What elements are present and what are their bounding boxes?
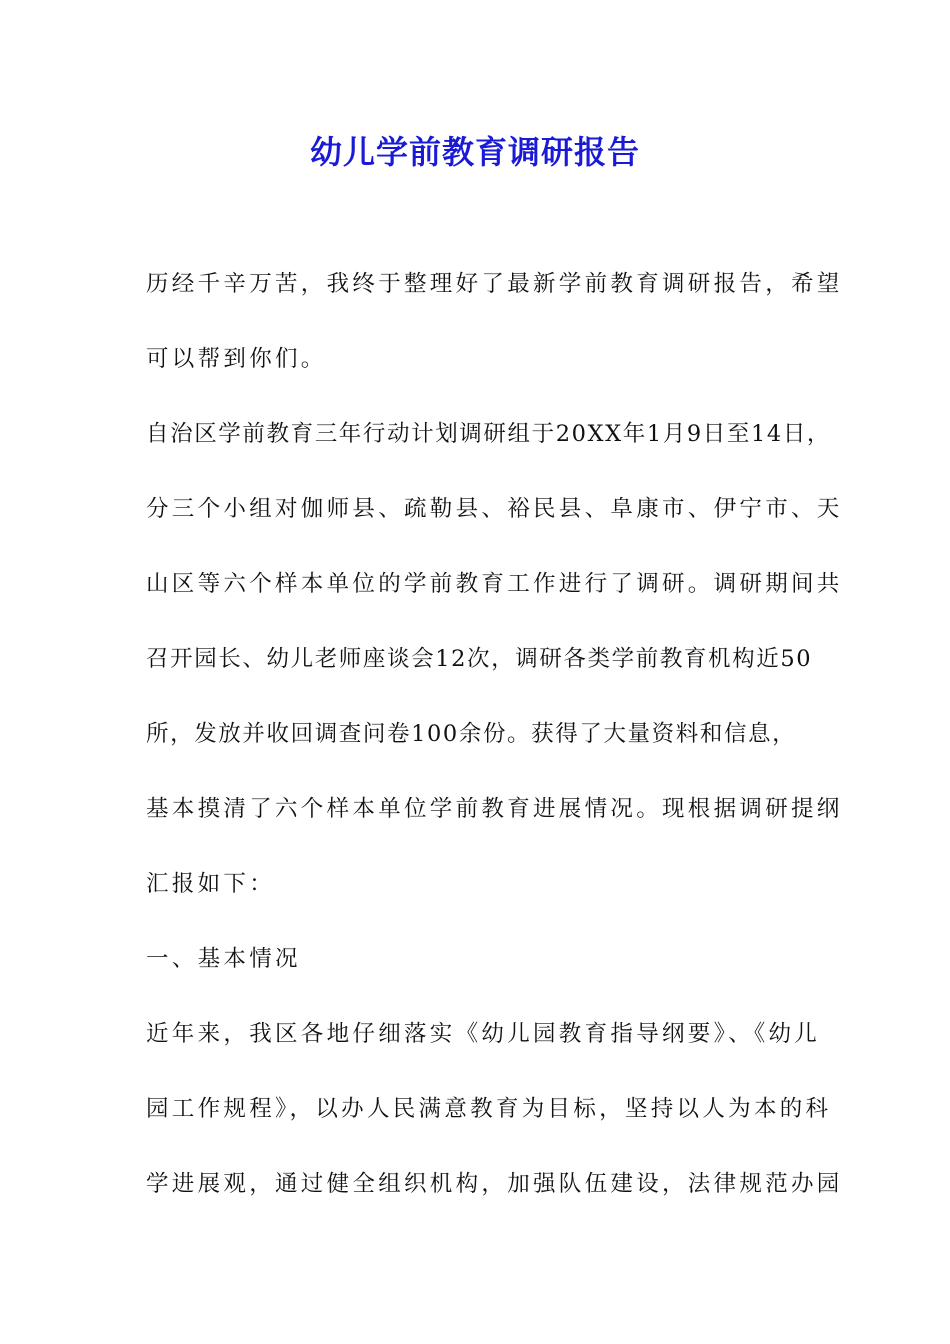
document-title: 幼儿学前教育调研报告 [309, 133, 640, 171]
paragraph-line: 学进展观，通过健全组织机构，加强队伍建设，法律规范办园 [146, 1171, 843, 1197]
paragraph-line: 基本摸清了六个样本单位学前教育进展情况。现根据调研提纲 [146, 796, 843, 822]
paragraph-line: 召开园长、幼儿老师座谈会12次，调研各类学前教育机构近50 [146, 646, 813, 672]
paragraph-line: 可以帮到你们。 [146, 346, 327, 372]
section-heading: 一、基本情况 [146, 946, 301, 972]
paragraph-line: 所，发放并收回调查问卷100余份。获得了大量资料和信息， [146, 721, 797, 747]
paragraph-line: 自治区学前教育三年行动计划调研组于20XX年1月9日至14日， [146, 421, 832, 447]
paragraph-line: 园工作规程》，以办人民满意教育为目标，坚持以人为本的科 [146, 1096, 832, 1122]
paragraph-line: 历经千辛万苦，我终于整理好了最新学前教育调研报告，希望 [146, 271, 843, 297]
paragraph-line: 近年来，我区各地仔细落实《幼儿园教育指导纲要》、《幼儿 [146, 1021, 821, 1047]
paragraph-line: 汇报如下： [146, 871, 276, 897]
paragraph-line: 山区等六个样本单位的学前教育工作进行了调研。调研期间共 [146, 571, 843, 597]
paragraph-line: 分三个小组对伽师县、疏勒县、裕民县、阜康市、伊宁市、天 [146, 496, 843, 522]
